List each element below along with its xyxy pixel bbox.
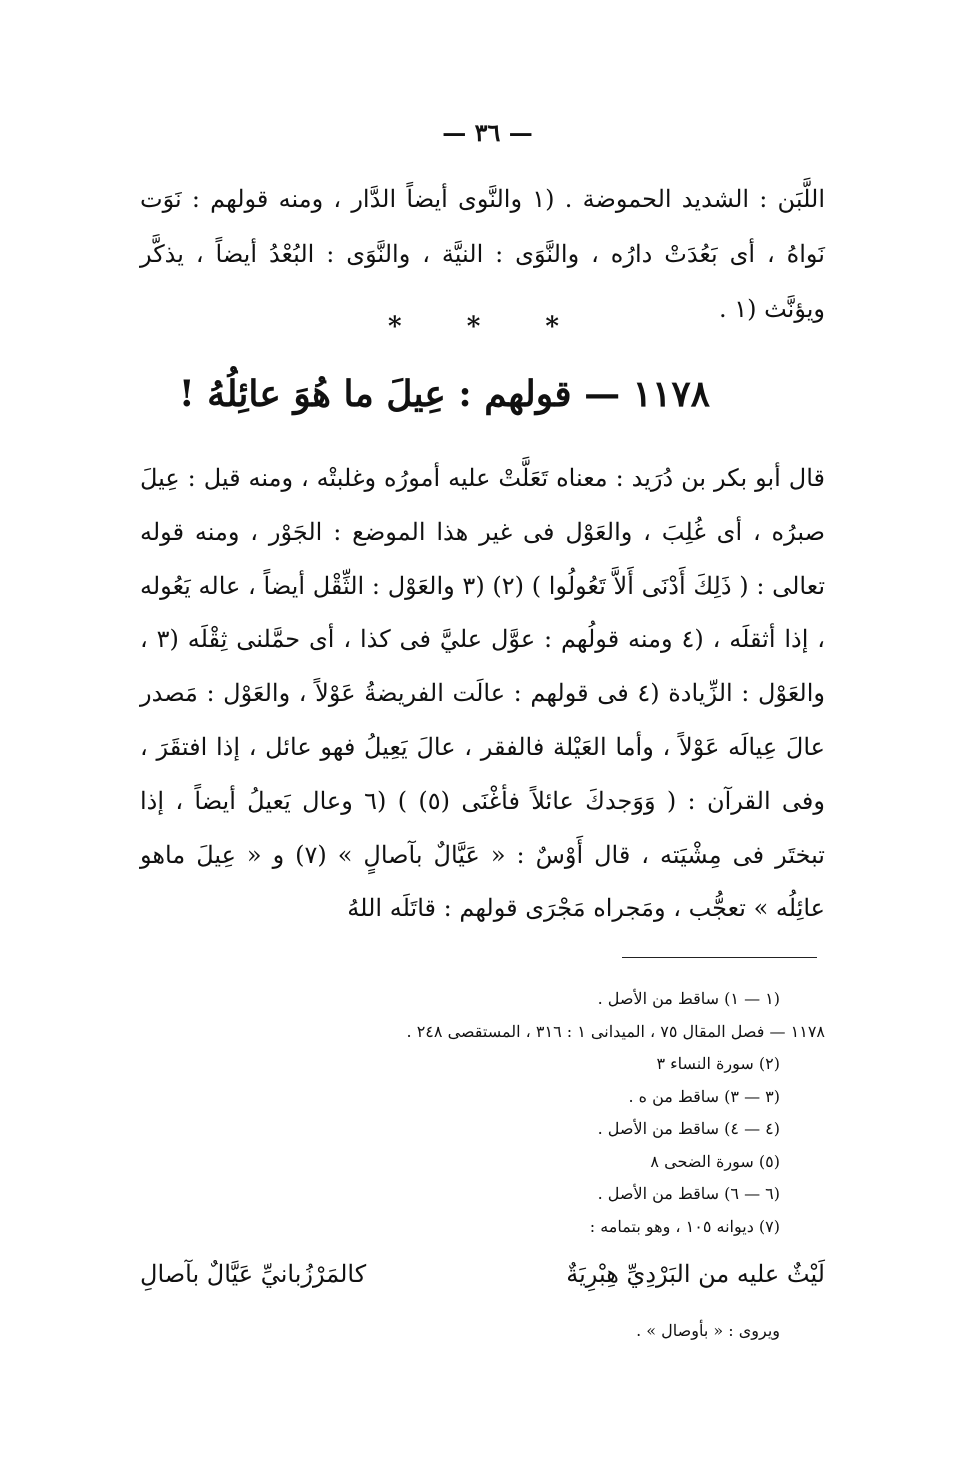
footnote: (٣ — ٣) ساقط من ه . bbox=[628, 1086, 780, 1106]
footnotes bbox=[125, 983, 825, 1243]
page-number: — ٣٦ — bbox=[442, 118, 533, 147]
entry-body-paragraph: قال أبو بكر بن دُرَيد : معناه تَعَلَّتْ عليه أمورُه وغلبتْه ، ومنه قيل : عِيلَ صبرُه ، أى غُلِبَ ، والعَوْل فى غير هذا الموضع : الجَوْر ، ومنه قوله تعالى : ( ذَلِكَ أَدْنَى أَلاَّ تَعُولُوا ) (٢) (٣ والعَوْل : الثِّقْل أيضاً ، عاله يَعُوله ، إذا أثقلَه ، (٤ ومنه قولُهم : عوَّل عليَّ فى كذا ، أى حمَّلنى ثِقْلَه (٣ ، والعَوْل : الزِّيادة (٤ فى قولهم : عالَت الفريضةُ عَوْلاً ، والعَوْل : مَصدر عالَ عِيالَه عَوْلاً ، وأما العَيْلة فالفقر ، عالَ يَعِيلُ فهو عائل ، إذا افتقَرَ ، وفى القرآن : ( وَوَجدكَ عائلاً فأغْنَى (٥) ) (٦ وعال يَعيلُ أيضاً ، إذا تبختَر فى مِشْيَته ، قال أَوْسٌ : « عَيَّالٌ بآصالٍ » (٧) و « عِيلَ ماهو عائِلُه » تعجُّب ، ومَجراه مَجْرَى قولهم : قاتَلَه اللهُ bbox=[140, 464, 826, 923]
variant-reading-note: ويروى : « بأوصال » . bbox=[636, 1321, 780, 1340]
continuation-paragraph: اللَّبَن : الشديد الحموضة . (١ والنَّوى أيضاً الدَّار ، ومنه قولهم : نَوَت نَواهُ ، أى بَعُدَتْ دارُه ، والنَّوَى : النيَّة ، والنَّوَى : البُعْدُ أيضاً ، يذكَّر ويؤنَّث (١ . bbox=[140, 185, 825, 323]
entry-heading: ١١٧٨ — قولهم : عِيلَ ما هُوَ عائِلُهُ ! bbox=[178, 373, 710, 415]
footnote: (٢) سورة النساء ٣ bbox=[656, 1054, 780, 1073]
footnote: (١ — ١) ساقط من الأصل . bbox=[597, 989, 780, 1008]
verse-second-hemistich: كالمَرْزُبانيِّ عَيَّالٌ بآصالِ bbox=[140, 1260, 367, 1288]
verse-first-hemistich: لَيْثٌ عليه من البَرْدِيِّ هِبْرِيَةٌ bbox=[566, 1260, 825, 1288]
section-separator: * * * bbox=[388, 312, 587, 342]
footnote: (٧) ديوانه ١٠٥ ، وهو بتمامه : bbox=[589, 1216, 780, 1236]
footnote: (٤ — ٤) ساقط من الأصل . bbox=[597, 1119, 780, 1138]
footnote-rule bbox=[622, 957, 817, 958]
footnote-sources: ١١٧٨ — فصل المقال ٧٥ ، الميدانى ١ : ٣١٦ ، المستقصى ٢٤٨ . bbox=[406, 1021, 825, 1041]
poetry-verse bbox=[140, 1254, 825, 1294]
footnote: (٦ — ٦) ساقط من الأصل . bbox=[597, 1184, 780, 1203]
footnote: (٥) سورة الضحى ٨ bbox=[650, 1151, 780, 1171]
